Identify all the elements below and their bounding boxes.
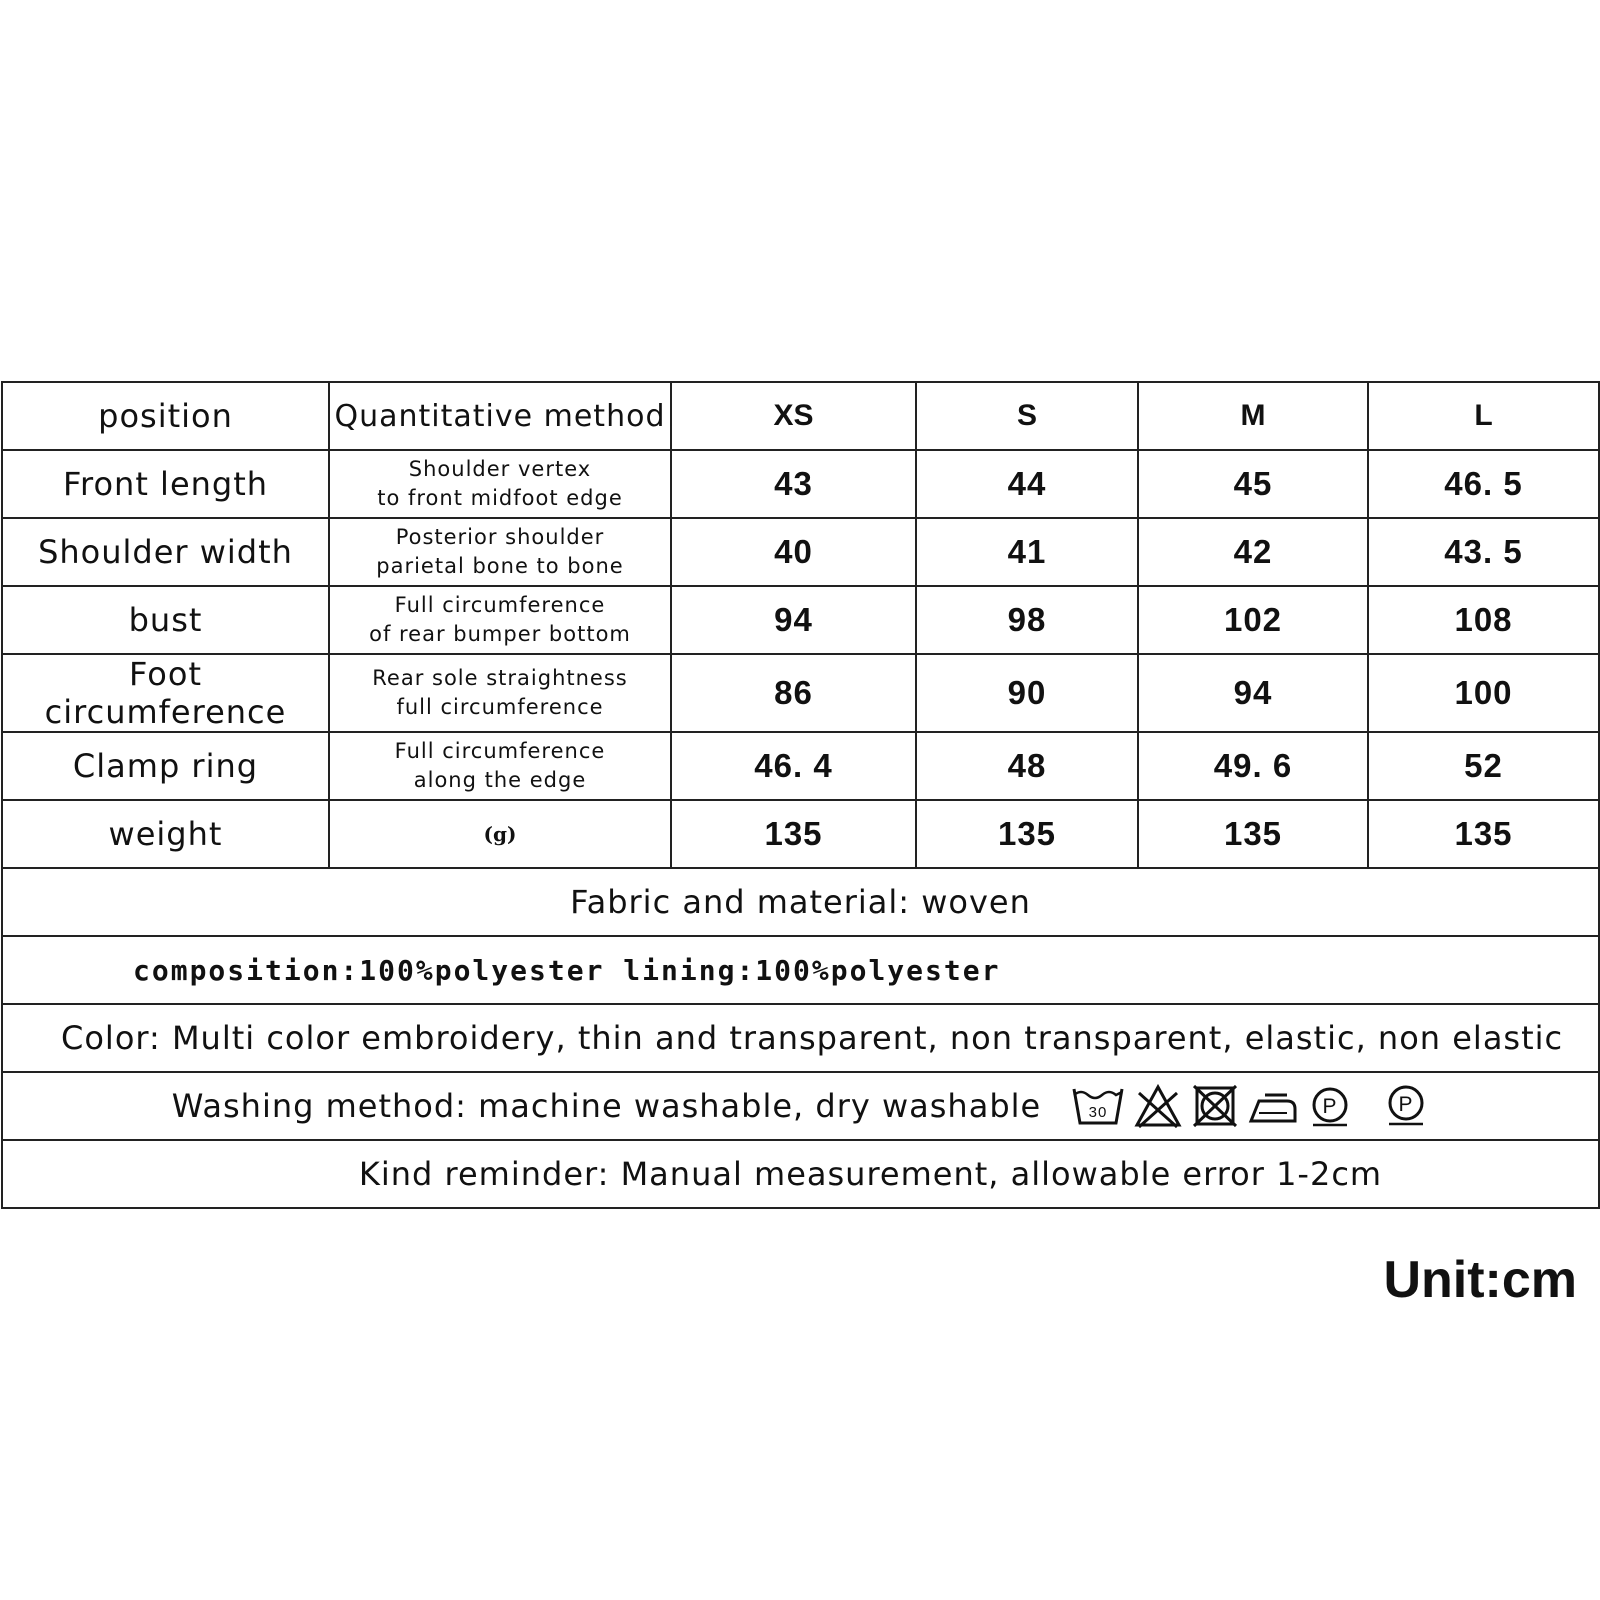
value-s: 98 (916, 586, 1138, 654)
reminder-row (2, 1140, 1599, 1208)
row-method: (g) (329, 800, 671, 868)
no-bleach-icon (1133, 1083, 1183, 1129)
header-size-m: M (1138, 382, 1368, 450)
row-position: bust (2, 586, 329, 654)
row-method: Full circumference of rear bumper bottom (329, 586, 671, 654)
value-s: 135 (916, 800, 1138, 868)
table-row (2, 450, 1599, 518)
row-position: Clamp ring (2, 732, 329, 800)
svg-text:P: P (1398, 1093, 1414, 1116)
fabric-row (2, 868, 1599, 936)
header-row (2, 382, 1599, 450)
no-tumble-dry-icon (1191, 1083, 1239, 1129)
value-xs: 46. 4 (671, 732, 916, 800)
svg-text:30: 30 (1088, 1104, 1108, 1121)
value-s: 41 (916, 518, 1138, 586)
row-position: weight (2, 800, 329, 868)
header-size-s: S (916, 382, 1138, 450)
unit-label: Unit:cm (1383, 1251, 1577, 1309)
value-m: 42 (1138, 518, 1368, 586)
header-size-l: L (1368, 382, 1599, 450)
value-xs: 40 (671, 518, 916, 586)
value-l: 43. 5 (1368, 518, 1599, 586)
size-chart-table (1, 381, 1600, 1209)
reminder-text: Kind reminder: Manual measurement, allowable error 1-2cm (2, 1140, 1599, 1208)
value-l: 135 (1368, 800, 1599, 868)
row-method: Rear sole straightness full circumference (329, 654, 671, 732)
value-m: 102 (1138, 586, 1368, 654)
value-s: 48 (916, 732, 1138, 800)
table-row (2, 732, 1599, 800)
dry-clean-p-icon (1307, 1083, 1353, 1129)
value-m: 135 (1138, 800, 1368, 868)
table-row (2, 586, 1599, 654)
row-method: Shoulder vertex to front midfoot edge (329, 450, 671, 518)
iron-icon (1247, 1083, 1299, 1129)
header-position: position (2, 382, 329, 450)
value-m: 49. 6 (1138, 732, 1368, 800)
value-xs: 135 (671, 800, 916, 868)
value-l: 100 (1368, 654, 1599, 732)
value-l: 46. 5 (1368, 450, 1599, 518)
row-position: Front length (2, 450, 329, 518)
table-row (2, 518, 1599, 586)
dry-clean-p-icon (1383, 1083, 1429, 1129)
value-l: 52 (1368, 732, 1599, 800)
value-xs: 94 (671, 586, 916, 654)
row-method: Posterior shoulder parietal bone to bone (329, 518, 671, 586)
svg-text:P: P (1322, 1095, 1338, 1118)
color-row (2, 1004, 1599, 1072)
row-position: Foot circumference (2, 654, 329, 732)
color-text: Color: Multi color embroidery, thin and transparent, non transparent, elastic, non elastic (2, 1004, 1599, 1072)
value-s: 44 (916, 450, 1138, 518)
composition-row (2, 936, 1599, 1004)
composition-text: composition:100%polyester lining:100%polyester (2, 936, 1599, 1004)
value-s: 90 (916, 654, 1138, 732)
row-method: Full circumference along the edge (329, 732, 671, 800)
fabric-text: Fabric and material: woven (2, 868, 1599, 936)
value-l: 108 (1368, 586, 1599, 654)
washing-text: Washing method: machine washable, dry washable (171, 1087, 1042, 1125)
value-xs: 86 (671, 654, 916, 732)
table-row (2, 654, 1599, 732)
header-size-xs: XS (671, 382, 916, 450)
row-position: Shoulder width (2, 518, 329, 586)
value-m: 94 (1138, 654, 1368, 732)
table-row (2, 800, 1599, 868)
washing-row (2, 1072, 1599, 1140)
washing-cell (2, 1072, 1599, 1140)
care-icons (1071, 1083, 1429, 1129)
value-xs: 43 (671, 450, 916, 518)
wash-30-icon (1071, 1083, 1125, 1129)
value-m: 45 (1138, 450, 1368, 518)
header-method: Quantitative method (329, 382, 671, 450)
